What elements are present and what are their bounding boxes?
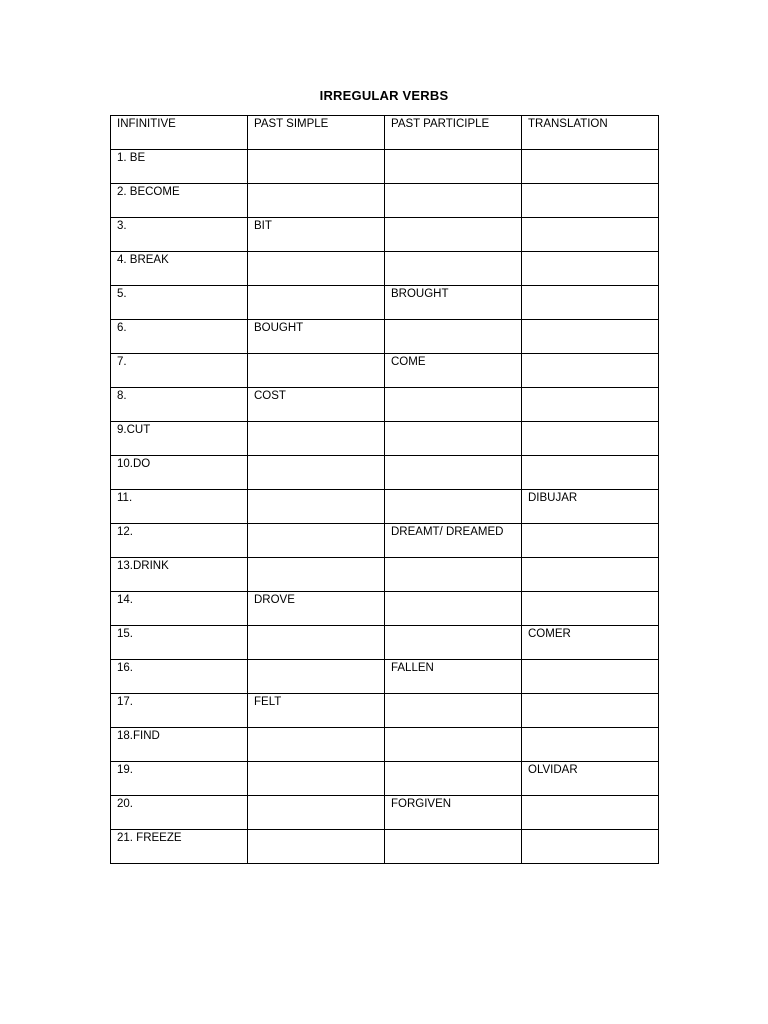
- infinitive-cell: 18.FIND: [111, 728, 248, 762]
- translation-cell: [522, 218, 659, 252]
- past-simple-cell: [248, 762, 385, 796]
- past-simple-cell: [248, 286, 385, 320]
- past-simple-cell: [248, 184, 385, 218]
- past-simple-cell: [248, 626, 385, 660]
- past-participle-cell: [385, 150, 522, 184]
- infinitive-cell: 5.: [111, 286, 248, 320]
- past-participle-cell: [385, 558, 522, 592]
- past-simple-cell: [248, 150, 385, 184]
- past-participle-cell: [385, 456, 522, 490]
- translation-cell: OLVIDAR: [522, 762, 659, 796]
- translation-cell: [522, 728, 659, 762]
- infinitive-cell: 21. FREEZE: [111, 830, 248, 864]
- table-row: [111, 558, 659, 592]
- past-simple-cell: DROVE: [248, 592, 385, 626]
- column-header-translation: TRANSLATION: [522, 116, 659, 150]
- past-participle-cell: [385, 830, 522, 864]
- past-simple-cell: [248, 490, 385, 524]
- table-row: [111, 388, 659, 422]
- translation-cell: [522, 150, 659, 184]
- table-row: [111, 694, 659, 728]
- table-row: [111, 796, 659, 830]
- infinitive-cell: 7.: [111, 354, 248, 388]
- past-participle-cell: [385, 694, 522, 728]
- infinitive-cell: 12.: [111, 524, 248, 558]
- column-header-infinitive: INFINITIVE: [111, 116, 248, 150]
- irregular-verbs-table: [110, 115, 659, 864]
- past-simple-cell: BOUGHT: [248, 320, 385, 354]
- translation-cell: [522, 286, 659, 320]
- table-row: [111, 728, 659, 762]
- past-participle-cell: BROUGHT: [385, 286, 522, 320]
- past-simple-cell: [248, 660, 385, 694]
- past-simple-cell: [248, 354, 385, 388]
- translation-cell: [522, 184, 659, 218]
- past-participle-cell: [385, 626, 522, 660]
- past-participle-cell: [385, 252, 522, 286]
- infinitive-cell: 6.: [111, 320, 248, 354]
- table-header-row: [111, 116, 659, 150]
- past-simple-cell: BIT: [248, 218, 385, 252]
- table-row: [111, 354, 659, 388]
- translation-cell: [522, 456, 659, 490]
- table-row: [111, 660, 659, 694]
- past-participle-cell: COME: [385, 354, 522, 388]
- translation-cell: [522, 354, 659, 388]
- past-simple-cell: COST: [248, 388, 385, 422]
- table-row: [111, 592, 659, 626]
- translation-cell: [522, 830, 659, 864]
- past-simple-cell: [248, 728, 385, 762]
- infinitive-cell: 17.: [111, 694, 248, 728]
- past-participle-cell: [385, 592, 522, 626]
- table-row: [111, 184, 659, 218]
- translation-cell: [522, 320, 659, 354]
- column-header-past-participle: PAST PARTICIPLE: [385, 116, 522, 150]
- translation-cell: DIBUJAR: [522, 490, 659, 524]
- table-row: [111, 252, 659, 286]
- infinitive-cell: 14.: [111, 592, 248, 626]
- past-simple-cell: [248, 796, 385, 830]
- infinitive-cell: 19.: [111, 762, 248, 796]
- translation-cell: [522, 388, 659, 422]
- infinitive-cell: 11.: [111, 490, 248, 524]
- infinitive-cell: 3.: [111, 218, 248, 252]
- table-row: [111, 626, 659, 660]
- past-participle-cell: [385, 388, 522, 422]
- table-row: [111, 830, 659, 864]
- translation-cell: [522, 796, 659, 830]
- table-body: [111, 150, 659, 864]
- page-title: IRREGULAR VERBS: [319, 88, 449, 103]
- past-participle-cell: FALLEN: [385, 660, 522, 694]
- past-simple-cell: [248, 830, 385, 864]
- past-participle-cell: [385, 762, 522, 796]
- infinitive-cell: 15.: [111, 626, 248, 660]
- past-simple-cell: [248, 422, 385, 456]
- table-row: [111, 286, 659, 320]
- infinitive-cell: 16.: [111, 660, 248, 694]
- infinitive-cell: 1. BE: [111, 150, 248, 184]
- table-row: [111, 422, 659, 456]
- past-simple-cell: [248, 456, 385, 490]
- past-simple-cell: [248, 252, 385, 286]
- table-row: [111, 150, 659, 184]
- translation-cell: [522, 660, 659, 694]
- infinitive-cell: 2. BECOME: [111, 184, 248, 218]
- past-participle-cell: [385, 184, 522, 218]
- table-row: [111, 218, 659, 252]
- past-participle-cell: [385, 422, 522, 456]
- infinitive-cell: 13.DRINK: [111, 558, 248, 592]
- table-row: [111, 524, 659, 558]
- infinitive-cell: 9.CUT: [111, 422, 248, 456]
- past-participle-cell: DREAMT/ DREAMED: [385, 524, 522, 558]
- past-participle-cell: [385, 218, 522, 252]
- translation-cell: [522, 558, 659, 592]
- translation-cell: [522, 524, 659, 558]
- table-row: [111, 762, 659, 796]
- table-row: [111, 320, 659, 354]
- table-row: [111, 490, 659, 524]
- translation-cell: [522, 592, 659, 626]
- infinitive-cell: 20.: [111, 796, 248, 830]
- table-row: [111, 456, 659, 490]
- past-participle-cell: FORGIVEN: [385, 796, 522, 830]
- past-simple-cell: [248, 524, 385, 558]
- column-header-past-simple: PAST SIMPLE: [248, 116, 385, 150]
- past-participle-cell: [385, 320, 522, 354]
- infinitive-cell: 4. BREAK: [111, 252, 248, 286]
- past-simple-cell: FELT: [248, 694, 385, 728]
- infinitive-cell: 10.DO: [111, 456, 248, 490]
- translation-cell: [522, 422, 659, 456]
- translation-cell: COMER: [522, 626, 659, 660]
- past-participle-cell: [385, 728, 522, 762]
- past-participle-cell: [385, 490, 522, 524]
- translation-cell: [522, 252, 659, 286]
- past-simple-cell: [248, 558, 385, 592]
- infinitive-cell: 8.: [111, 388, 248, 422]
- translation-cell: [522, 694, 659, 728]
